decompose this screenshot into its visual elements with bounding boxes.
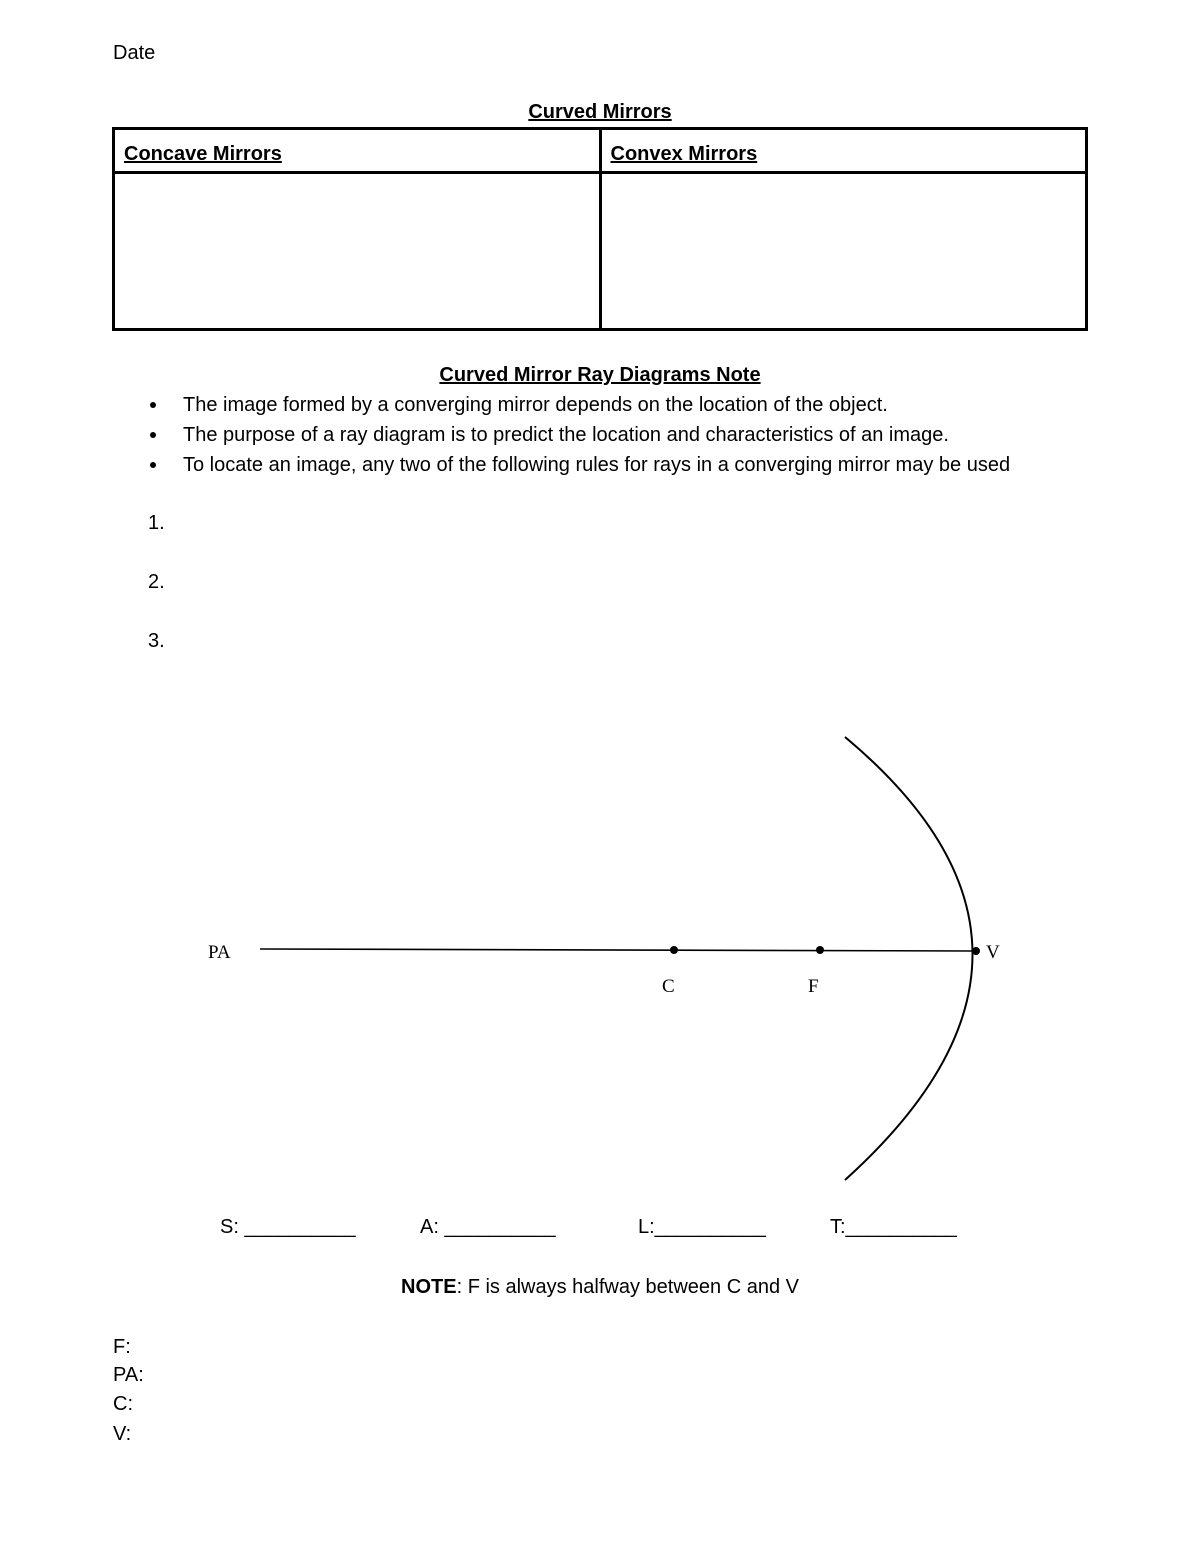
rule-number-2: 2. — [148, 571, 165, 593]
rule-number-3: 3. — [148, 630, 165, 652]
note-body: : F is always halfway between C and V — [456, 1276, 799, 1298]
rule-number-1: 1. — [148, 512, 165, 534]
definition-pa: PA: — [113, 1364, 144, 1386]
label-f: F — [808, 976, 819, 997]
note-text — [0, 1276, 1200, 1299]
definition-c: C: — [113, 1393, 133, 1415]
section-title-ray-diagrams: Curved Mirror Ray Diagrams Note — [439, 364, 761, 386]
point-v — [972, 947, 980, 955]
date-label: Date — [113, 42, 156, 64]
salt-location-field[interactable]: L:__________ — [638, 1216, 766, 1238]
point-f — [816, 946, 824, 954]
definition-v: V: — [113, 1423, 132, 1445]
note-bold: NOTE — [401, 1276, 457, 1298]
bullet-item: The purpose of a ray diagram is to predict the location and characteristics of an image. — [183, 424, 949, 446]
salt-attitude-field[interactable]: A: __________ — [420, 1216, 556, 1238]
concave-mirror-curve — [845, 737, 973, 1180]
label-pa: PA — [208, 942, 231, 963]
concave-mirrors-header: Concave Mirrors — [114, 129, 601, 173]
point-c — [670, 946, 678, 954]
principal-axis-line — [260, 949, 976, 951]
label-v: V — [986, 942, 1000, 963]
salt-size-field[interactable]: S: __________ — [220, 1216, 356, 1238]
bullet-item: To locate an image, any two of the following rules for rays in a converging mirror may be used — [183, 454, 1011, 476]
section-title-curved-mirrors: Curved Mirrors — [528, 101, 672, 123]
salt-type-field[interactable]: T:__________ — [830, 1216, 957, 1238]
definition-f: F: — [113, 1336, 131, 1358]
convex-mirrors-header: Convex Mirrors — [600, 129, 1087, 173]
label-c: C — [662, 976, 675, 997]
bullet-item: The image formed by a converging mirror depends on the location of the object. — [183, 394, 888, 416]
